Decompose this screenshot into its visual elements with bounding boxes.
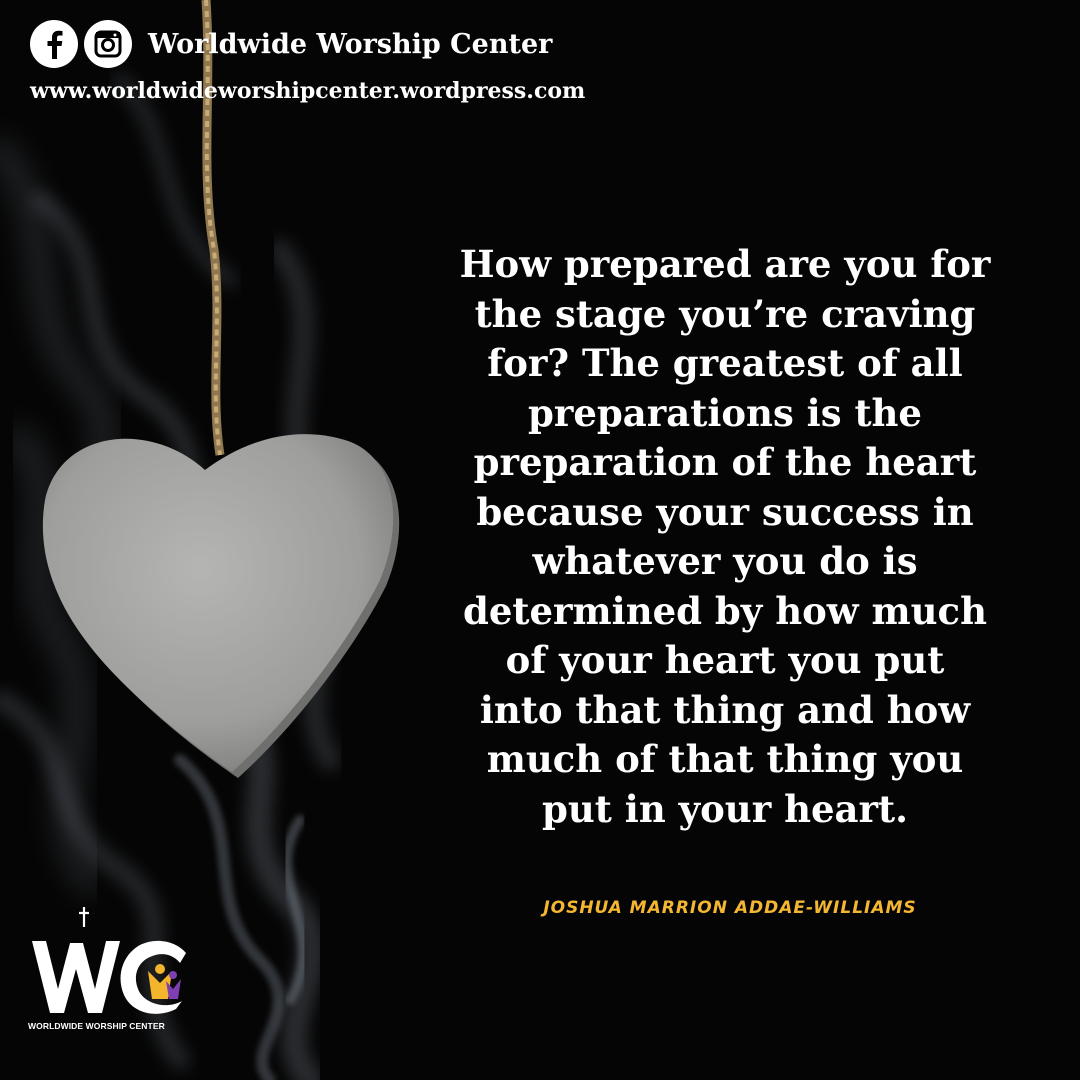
rope xyxy=(206,0,220,455)
quote-line: because your success in xyxy=(476,489,974,534)
brand-title: Worldwide Worship Center xyxy=(148,28,553,60)
quote-line: How prepared are you for xyxy=(459,242,991,286)
facebook-icon[interactable] xyxy=(30,20,78,68)
quote-line: whatever you do is xyxy=(532,539,918,583)
quote-author xyxy=(420,898,1040,918)
quote-text xyxy=(405,240,1045,834)
instagram-icon[interactable] xyxy=(84,20,132,68)
quote-line: much of that thing you xyxy=(486,737,964,781)
quote-line: the stage you’re craving xyxy=(474,291,976,336)
quote-line: into that thing and how xyxy=(479,687,971,732)
header xyxy=(30,20,552,68)
quote-line: preparation of the heart xyxy=(473,440,977,484)
quote-line: for? The greatest of all xyxy=(487,341,963,385)
quote-line: determined by how much xyxy=(463,588,987,633)
quote-line: put in your heart. xyxy=(542,786,908,831)
logo-caption: WORLDWIDE WORSHIP CENTER xyxy=(28,1021,165,1031)
author-name: JOSHUA MARRION ADDAE-WILLIAMS xyxy=(543,898,917,918)
heart-ornament xyxy=(43,434,399,778)
quote-line: of your heart you put xyxy=(505,638,945,682)
wwc-logo xyxy=(28,905,198,1035)
quote-line: preparations is the xyxy=(528,390,922,435)
website-url[interactable]: www.worldwideworshipcenter.wordpress.com xyxy=(30,78,586,104)
